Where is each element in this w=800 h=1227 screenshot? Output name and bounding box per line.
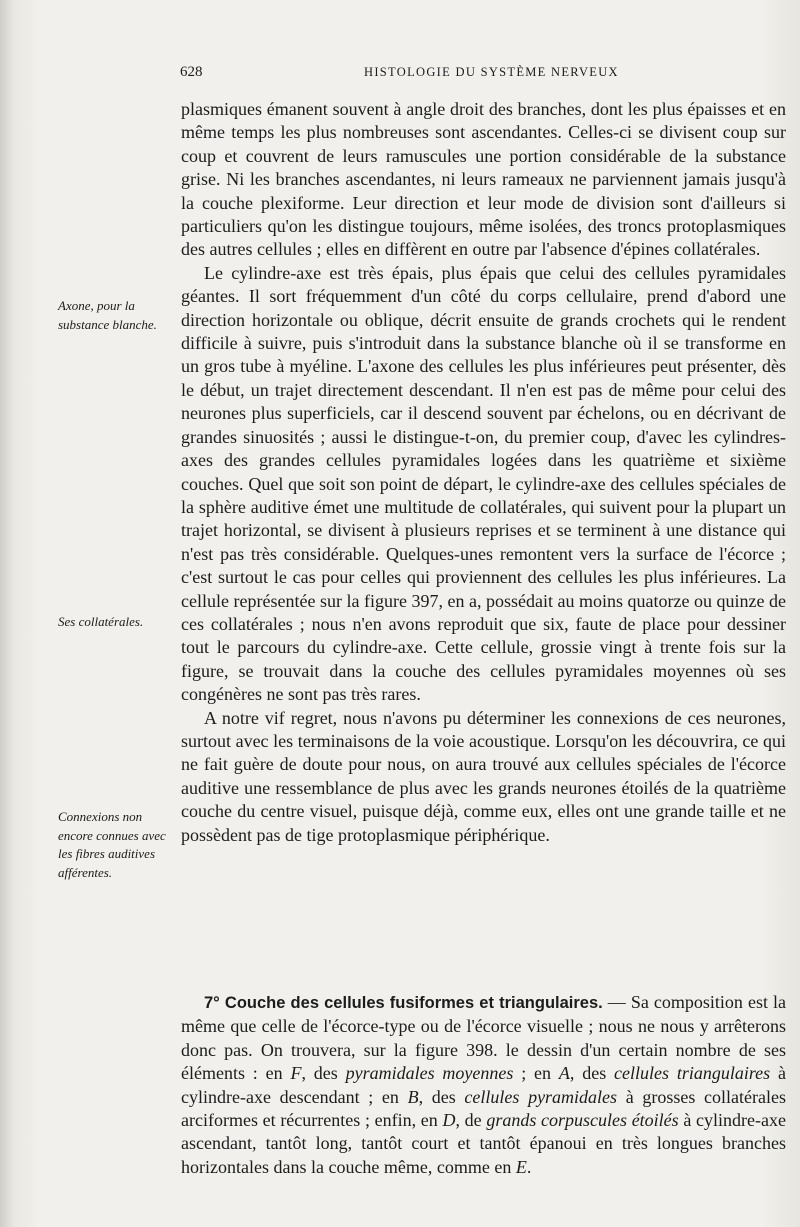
figure-letter: D: [442, 1110, 456, 1131]
page-number: 628: [180, 64, 203, 80]
main-text: [181, 98, 786, 847]
text-run: .: [526, 1156, 532, 1177]
figure-letter: B: [407, 1086, 419, 1107]
text-run: , des: [301, 1063, 346, 1084]
italic-term: cellules pyramidales: [464, 1086, 618, 1107]
text-run: , de: [455, 1110, 487, 1131]
text-run: à grosses collatérales arciformes et récurrentes ; enfin, en: [181, 1086, 787, 1131]
paragraph-1: plasmiques émanent souvent à angle droit des branches, dont les plus épaisses et en même temps les plus nombreuses sont ascendantes. Celles-ci se divisent coup sur coup et couvrent de leurs ramuscules une portion considérable de la substance grise. Ni les branches ascendantes, ni leurs rameaux ne parviennent jamais jusqu'à la couche plexiforme. Leur direction et leur mode de division sont d'ailleurs si particuliers qu'on les distingue toujours, même isolées, des troncs protoplasmiques des autres cellules ; elles en diffèrent en outre par l'absence d'épines collatérales.: [181, 99, 786, 260]
paragraph-3: A notre vif regret, nous n'avons pu déterminer les connexions de ces neurones, surtout avec les terminaisons de la voie acoustique. Lorsqu'on les découvrira, ce qui ne fait guère de doute pour nous, on aura trouvé aux cellules spéciales de l'écorce auditive une ressemblance de plus avec les grands neurones étoilés de la quatrième couche du centre visuel, puisque déjà, comme eux, elles ont une grande taille et ne possèdent pas de tige protoplasmique périphérique.: [181, 707, 786, 845]
margin-note-axone: Axone, pour la substance blanche.: [58, 298, 157, 332]
paragraph-2: Le cylindre-axe est très épais, plus épais que celui des cellules pyramidales géantes. Il sort fréquemment d'un côté du corps cellulaire, prend d'abord une direction horizontale ou oblique, décrit ensuite de grands crochets qui le rendent difficile à suivre, puis s'introduit dans la substance blanche où il se transforme en un gros tube à myéline. L'axone des cellules les plus inférieures peut présenter, dès le début, un trajet directement descendant. Il n'en est pas de même pour celui des neurones plus superficiels, car il descend souvent par échelons, ou en décrivant de grandes sinuosités ; aussi le distingue-t-on, du premier coup, d'avec les cylindres-axes des grandes cellules pyramidales logées dans les quatrième et sixième couches. Quel que soit son point de départ, le cylindre-axe des cellules spéciales de la sphère auditive émet une multitude de collatérales, qui suivent pour la plupart un trajet horizontal, se divisent à plusieurs reprises et se terminent à une distance qui n'est pas très considérable. Quelques-unes remontent vers la surface de l'écorce ; c'est surtout le cas pour celles qui proviennent des cellules les plus inférieures. La cellule représentée sur la figure 397, en a, possédait au moins quatorze ou quinze de ces collatérales ; nous n'en avons reproduit que six, faute de place pour dessiner tout le parcours du cylindre-axe. Cette cellule, grossie vingt à trente fois sur la figure, se trouvait dans la couche des cellules pyramidales moyennes où ses congénères ne sont pas très rares.: [181, 262, 786, 705]
text-run: à cylindre-axe descendant ; en: [181, 1063, 787, 1107]
text-run: , des: [569, 1063, 615, 1084]
text-run: — Sa composition est la même que celle de l'écorce-type ou de l'écorce visuelle ; nous ne nous y arrêterons donc pas. On trouvera, sur la figure 398. le dessin d'un certain nombre de ses éléments : en: [181, 992, 786, 1084]
text-run: à cylindre-axe ascendant, tantôt long, tantôt court et tantôt épanoui en très longues branches horizontales dans la couche même, comme en: [181, 1110, 786, 1177]
margin-note-collaterales: Ses collatérales.: [58, 614, 144, 629]
italic-term: pyramidales moyennes: [345, 1063, 514, 1084]
italic-term: grands corpuscules étoilés: [486, 1110, 679, 1131]
italic-term: cellules triangulaires: [614, 1063, 771, 1084]
running-title: HISTOLOGIE DU SYSTÈME NERVEUX: [364, 65, 619, 79]
section-7-heading: 7° Couche des cellules fusiformes et triangulaires.: [204, 994, 603, 1012]
page-header: [180, 64, 790, 86]
section-7: [181, 991, 786, 1179]
section-7-paragraph: [181, 991, 786, 1179]
figure-letter: A: [558, 1063, 570, 1084]
text-run: ; en: [513, 1063, 559, 1084]
margin-note-connexions: Connexions non encore connues avec les fibres auditives afférentes.: [58, 809, 166, 880]
figure-letter: F: [290, 1063, 302, 1084]
text-run: , des: [418, 1086, 465, 1107]
figure-letter: E: [515, 1156, 527, 1177]
